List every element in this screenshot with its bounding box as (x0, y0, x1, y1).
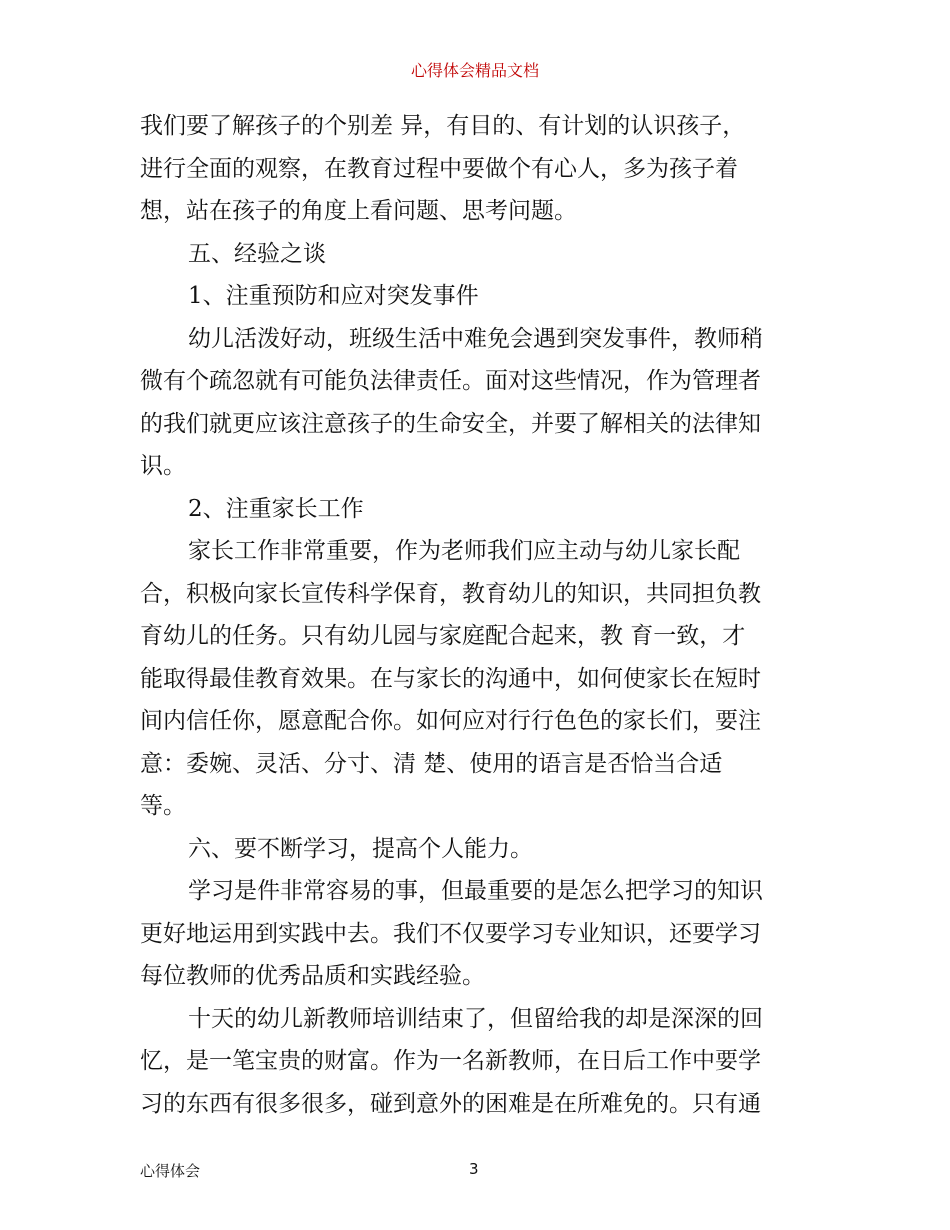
text-line: 间内信任你，愿意配合你。如何应对行行色色的家长们，要注 (140, 708, 761, 734)
text-line: 识。 (140, 453, 186, 479)
document-header: 心得体会精品文档 (410, 61, 539, 80)
text-line: 家长工作非常重要，作为老师我们应主动与幼儿家长配 (188, 538, 740, 564)
text-line: 等。 (140, 793, 186, 819)
document-body (140, 105, 812, 1125)
text-line: 意：委婉、灵活、分寸、清 楚、使用的语言是否恰当合适 (140, 750, 723, 777)
text-line: 每位教师的优秀品质和实践经验。 (140, 963, 485, 989)
text-line: 微有个疏忽就有可能负法律责任。面对这些情况，作为管理者 (140, 368, 761, 394)
section-heading: 五、经验之谈 (188, 240, 326, 267)
text-line: 幼儿活泼好动，班级生活中难免会遇到突发事件，教师稍 (188, 325, 763, 352)
page-number: 3 (469, 1160, 479, 1178)
text-line: 十天的幼儿新教师培训结束了，但留给我的却是深深的回 (188, 1005, 763, 1032)
footer-label: 心得体会 (140, 1162, 201, 1180)
subsection-heading: 1、注重预防和应对突发事件 (188, 283, 479, 309)
text-line: 学习是件非常容易的事，但最重要的是怎么把学习的知识 (188, 878, 763, 904)
text-line: 想，站在孩子的角度上看问题、思考问题。 (140, 198, 577, 224)
text-line: 习的东西有很多很多，碰到意外的困难是在所难免的。只有通 (140, 1090, 761, 1117)
text-line: 能取得最佳教育效果。在与家长的沟通中，如何使家长在短时 (140, 665, 761, 692)
text-line: 忆，是一笔宝贵的财富。作为一名新教师，在日后工作中要学 (140, 1048, 761, 1074)
text-line: 的我们就更应该注意孩子的生命安全，并要了解相关的法律知 (140, 410, 761, 437)
text-line: 我们要了解孩子的个别差 异，有目的、有计划的认识孩子， (140, 113, 746, 139)
section-heading: 六、要不断学习，提高个人能力。 (188, 835, 533, 862)
text-line: 更好地运用到实践中去。我们不仅要学习专业知识，还要学习 (140, 920, 761, 947)
text-line: 育幼儿的任务。只有幼儿园与家庭配合起来，教 育一致，才 (140, 623, 746, 649)
subsection-heading: 2、注重家长工作 (188, 495, 364, 522)
text-line: 合，积极向家长宣传科学保育，教育幼儿的知识，共同担负教 (140, 580, 761, 607)
text-line: 进行全面的观察，在教育过程中要做个有心人，多为孩子着 (140, 155, 738, 182)
